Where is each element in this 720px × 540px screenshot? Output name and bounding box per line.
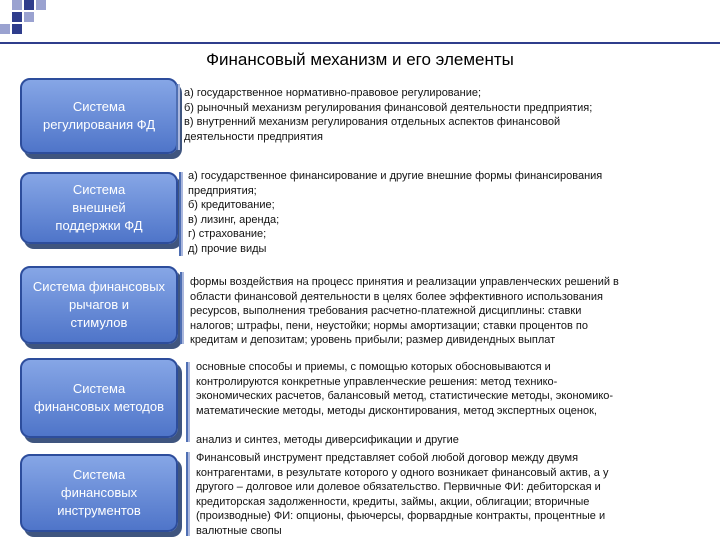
connector-bar	[176, 84, 180, 150]
connector-bar	[180, 272, 184, 344]
box-financial-methods-system	[20, 358, 178, 438]
box-label: Система финансовых инструментов	[57, 467, 141, 518]
box-financial-levers-system	[20, 266, 178, 344]
box-label: Система финансовых рычагов и стимулов	[32, 279, 166, 330]
page-title: Финансовый механизм и его элементы	[206, 50, 514, 69]
connector-bar	[186, 452, 190, 536]
section-description: а) государственное финансирование и другие внешние формы финансирования предприятия; б) кредитование; в) лизинг, аренда; г) страхование; д) прочие виды	[188, 170, 603, 255]
section-description: Финансовый инструмент представляет собой любой договор между двумя контрагентами, в результате которого у одного возникает финансовый актив, а у другого – долговое или долевое обязательство. Первичные ФИ: дебиторская и кредиторская задолженности, кредиты, займы, акции, облигации; вторичные (производные) ФИ: опционы, фьючерсы, форвардные контракты, процентные и валютные свопы	[196, 452, 609, 537]
box-label: Система внешней поддержки ФД	[55, 182, 143, 233]
connector-bar	[179, 172, 183, 256]
box-financial-instruments-system	[20, 454, 178, 532]
section-description: формы воздействия на процесс принятия и реализации управленческих решений в области финансовой деятельности в целях более эффективного использования ресурсов, выполнения требования расчетно-платежной дисциплины: ставки налогов; штрафы, пени, неустойки; нормы амортизации; ставки процентов по кредитам и депозитам; уровень прибыли; размер дивидендных выплат	[190, 276, 619, 346]
header-rule	[0, 42, 720, 44]
box-label: Система регулирования ФД	[42, 99, 156, 132]
box-external-support-system	[20, 172, 178, 244]
connector-bar	[186, 362, 190, 442]
section-description: основные способы и приемы, с помощью которых обосновываются и контролируются конкретные управленческие решения: метод технико- экономических расчетов, балансовый метод, статистические методы, экономико- математические методы, методы дисконтирования, метод экспертных оценок, анализ и синтез, методы диверсификации и другие	[196, 361, 614, 446]
section-description: а) государственное нормативно-правовое регулирование; б) рыночный механизм регулирования финансовой деятельности предприятия; в) внутренний механизм регулирования отдельных аспектов финансовой деятельности предприятия	[184, 87, 593, 143]
box-label: Система финансовых методов	[34, 381, 164, 414]
box-regulation-system	[20, 78, 178, 154]
